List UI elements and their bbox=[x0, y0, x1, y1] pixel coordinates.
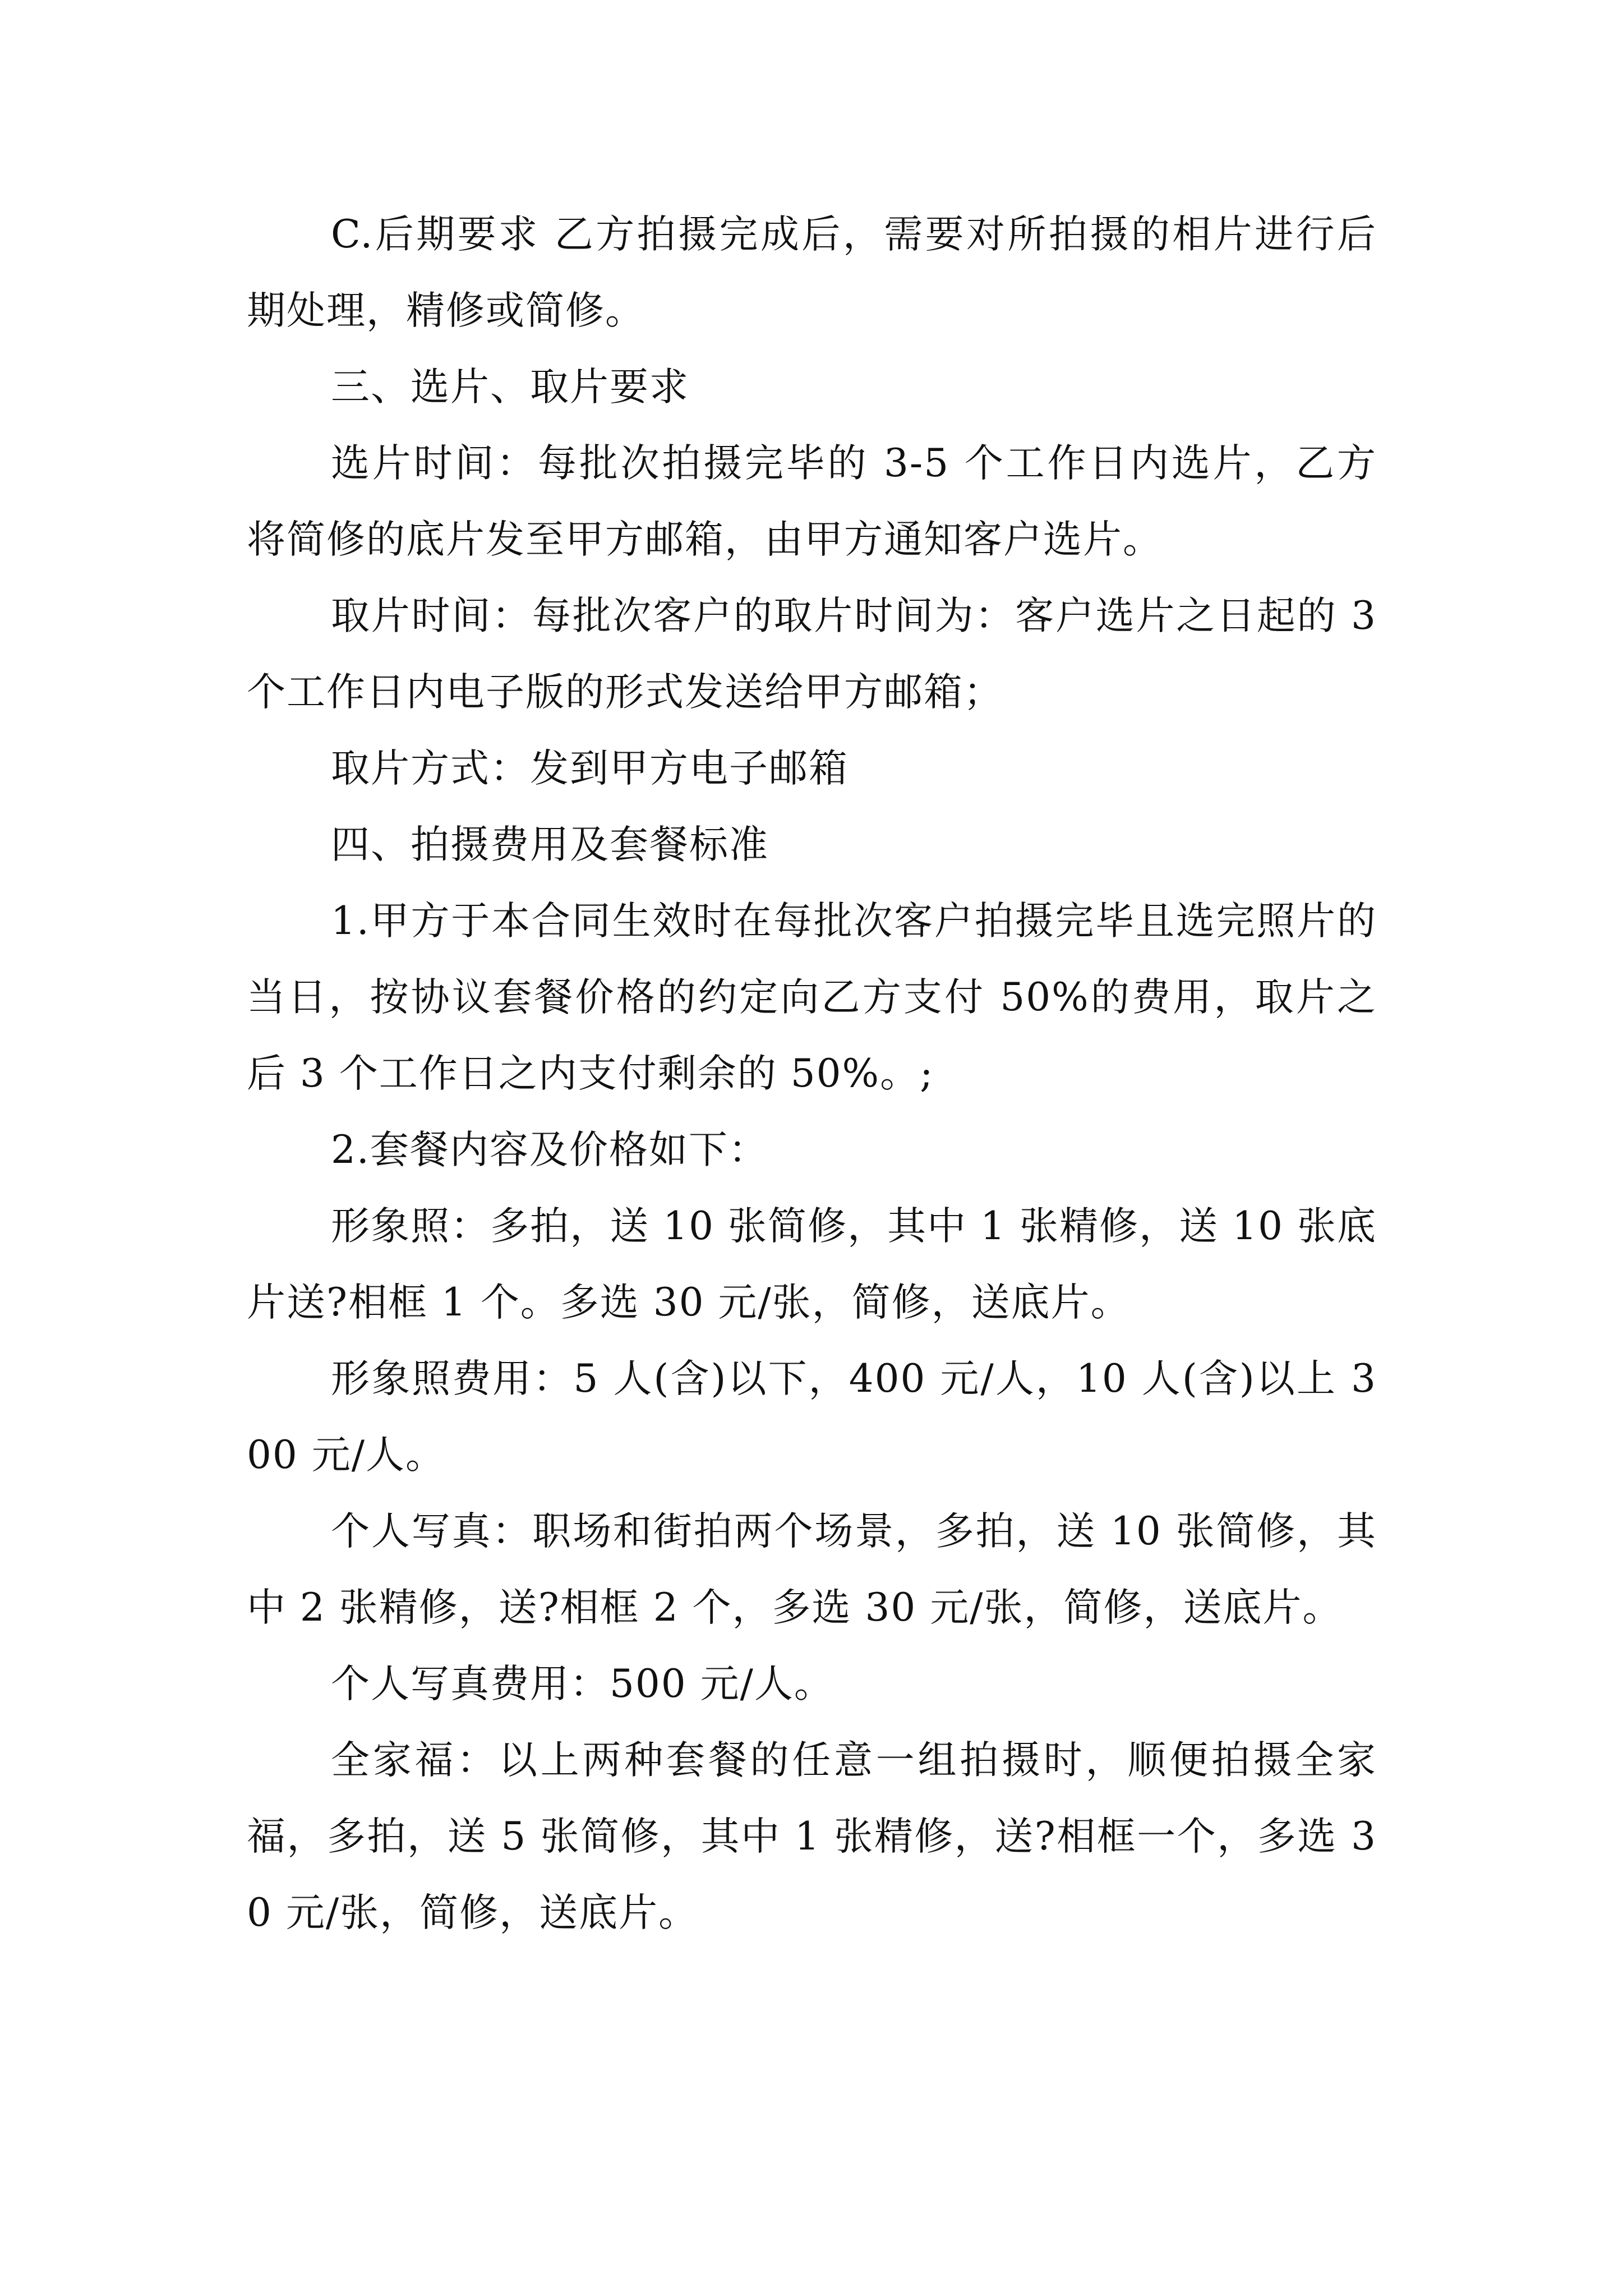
document-body bbox=[247, 196, 1377, 1951]
section-heading-selection: 三、选片、取片要求 bbox=[331, 365, 689, 409]
paragraph-pickup-method: 取片方式：发到甲方电子邮箱 bbox=[331, 746, 849, 791]
paragraph-image-photo-fee: 形象照费用：5 人(含)以下，400 元/人，10 人(含)以上 300 元/人。 bbox=[247, 1356, 1377, 1478]
section-heading-fees: 四、拍摄费用及套餐标准 bbox=[331, 822, 769, 867]
paragraph-personal-portrait: 个人写真：职场和街拍两个场景，多拍，送 10 张简修，其中 2 张精修，送?相框 2 个，多选 30 元/张，简修，送底片。 bbox=[247, 1509, 1377, 1630]
paragraph-payment: 1.甲方于本合同生效时在每批次客户拍摄完毕且选完照片的当日，按协议套餐价格的约定向乙方支付 50%的费用，取片之后 3 个工作日之内支付剩余的 50%。; bbox=[247, 899, 1377, 1096]
paragraph-post-processing: C.后期要求 乙方拍摄完成后，需要对所拍摄的相片进行后期处理，精修或简修。 bbox=[247, 212, 1377, 333]
paragraph-family-photo: 全家福：以上两种套餐的任意一组拍摄时，顺便拍摄全家福，多拍，送 5 张简修，其中 1 张精修，送?相框一个，多选 30 元/张，简修，送底片。 bbox=[247, 1738, 1377, 1935]
paragraph-personal-portrait-fee: 个人写真费用：500 元/人。 bbox=[331, 1662, 834, 1706]
paragraph-image-photo: 形象照：多拍，送 10 张简修，其中 1 张精修，送 10 张底片送?相框 1 个。多选 30 元/张，简修，送底片。 bbox=[247, 1204, 1377, 1325]
paragraph-selection-time: 选片时间：每批次拍摄完毕的 3-5 个工作日内选片，乙方将简修的底片发至甲方邮箱，由甲方通知客户选片。 bbox=[247, 441, 1377, 562]
paragraph-package-intro: 2.套餐内容及价格如下： bbox=[331, 1128, 768, 1172]
paragraph-pickup-time: 取片时间：每批次客户的取片时间为：客户选片之日起的 3 个工作日内电子版的形式发送给甲方邮箱； bbox=[247, 593, 1377, 715]
